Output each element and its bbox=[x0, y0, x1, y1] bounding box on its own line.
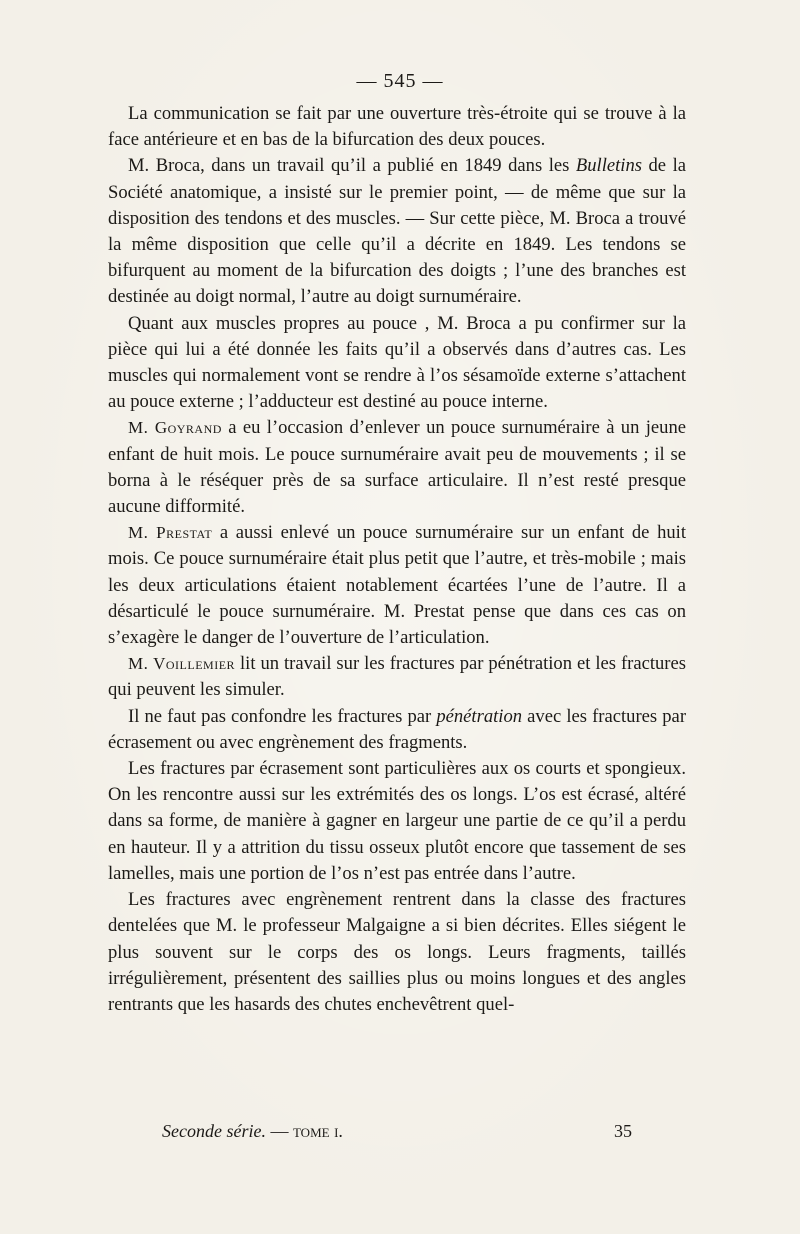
paragraph-broca-muscles bbox=[108, 311, 686, 416]
paragraph-text: a eu l’occasion d’enlever un pouce surnuméraire à un jeune enfant de huit mois. Le pouce surnuméraire avait peu de mouvements ; il se borna à le réséquer près de sa surface articulaire. Il n’est resté presque aucune difformité. bbox=[108, 417, 686, 518]
footer-tome: tome i. bbox=[292, 1121, 343, 1141]
paragraph-voillemier bbox=[108, 651, 686, 703]
paragraph-text: M. Broca, dans un travail qu’il a publié en 1849 dans les bbox=[128, 155, 576, 177]
paragraph-prestat bbox=[108, 520, 686, 651]
paragraph-text: Les fractures avec engrènement rentrent dans la classe des fractures dentelées que M. le professeur Malgaigne a si bien décrites. Elles siégent le plus souvent sur le corps des os longs. Leurs fragments, taillés irrégulièrement, présentent des saillies plus ou moins longues et des angles rentrants que les hasards des chutes enchevêtrent quel- bbox=[108, 889, 686, 1015]
speaker-name-goyrand: M. Goyrand bbox=[128, 418, 222, 438]
paragraph-text: lit un travail sur les fractures par pénétration et les fractures qui peuvent les simuler. bbox=[108, 653, 686, 701]
paragraph-text: Les fractures par écrasement sont particulières aux os courts et spongieux. On les rencontre aussi sur les extrémités des os longs. L’os est écrasé, altéré dans sa forme, de manière à gagner en largeur une partie de ce qu’il a perdu en hauteur. Il y a attrition du tissu osseux plutôt encore que tassement de ses lamelles, mais une portion de l’os n’est pas entrée dans l’autre. bbox=[108, 758, 686, 884]
footer-series: Seconde série. bbox=[162, 1121, 266, 1141]
speaker-name-prestat: M. Prestat bbox=[128, 523, 213, 543]
footer-series-tome bbox=[162, 1121, 343, 1142]
paragraph-text: avec les fractures par écrasement ou avec engrènement des fragments. bbox=[108, 705, 687, 753]
paragraph-text: La communication se fait par une ouverture très-étroite qui se trouve à la face antérieure et en bas de la bifurcation des deux pouces. bbox=[108, 103, 686, 151]
page-number: — 545 — bbox=[356, 70, 444, 92]
body-text bbox=[108, 101, 686, 1018]
footer-signature: 35 bbox=[614, 1121, 632, 1141]
paragraph-communication bbox=[108, 101, 686, 153]
italic-term-bulletins: Bulletins bbox=[575, 155, 642, 177]
italic-term-penetration: pénétration bbox=[436, 705, 523, 727]
paragraph-text: a aussi enlevé un pouce surnuméraire sur un enfant de huit mois. Ce pouce surnuméraire était plus petit que l’autre, et très-mobile ; mais les deux articulations étaient notablement écartées l’une de l’autre. Il a désarticulé le pouce surnuméraire. M. Prestat pense que dans ces cas on s’exagère le danger de l’ouverture de l’articulation. bbox=[108, 522, 686, 649]
paragraph-text: Il ne faut pas confondre les fractures par bbox=[128, 705, 437, 727]
paragraph-goyrand bbox=[108, 415, 686, 520]
paragraph-text: de la Société anatomique, a insisté sur le premier point, — de même que sur la disposition des tendons et des muscles. — Sur cette pièce, M. Broca a trouvé la même disposition que celle qu’il a décrite en 1849. Les tendons se bifurquent au moment de la bifurcation des doigts ; l’une des branches est destinée au doigt normal, l’autre au doigt surnuméraire. bbox=[108, 155, 686, 308]
paragraph-ecrasement bbox=[108, 756, 686, 887]
footer-separator: — bbox=[270, 1121, 289, 1141]
paragraph-broca-bulletins bbox=[108, 153, 686, 310]
speaker-name-voillemier: M. Voillemier bbox=[128, 654, 236, 674]
paragraph-engrenement bbox=[108, 887, 686, 1018]
paragraph-penetration bbox=[108, 704, 686, 756]
paragraph-text: Quant aux muscles propres au pouce , M. Broca a pu confirmer sur la pièce qui lui a été donnée les faits qu’il a observés dans d’autres cas. Les muscles qui normalement vont se rendre à l’os sésamoïde externe s’attachent au pouce externe ; l’adducteur est destiné au pouce interne. bbox=[108, 312, 686, 413]
page-footer bbox=[162, 1121, 632, 1142]
